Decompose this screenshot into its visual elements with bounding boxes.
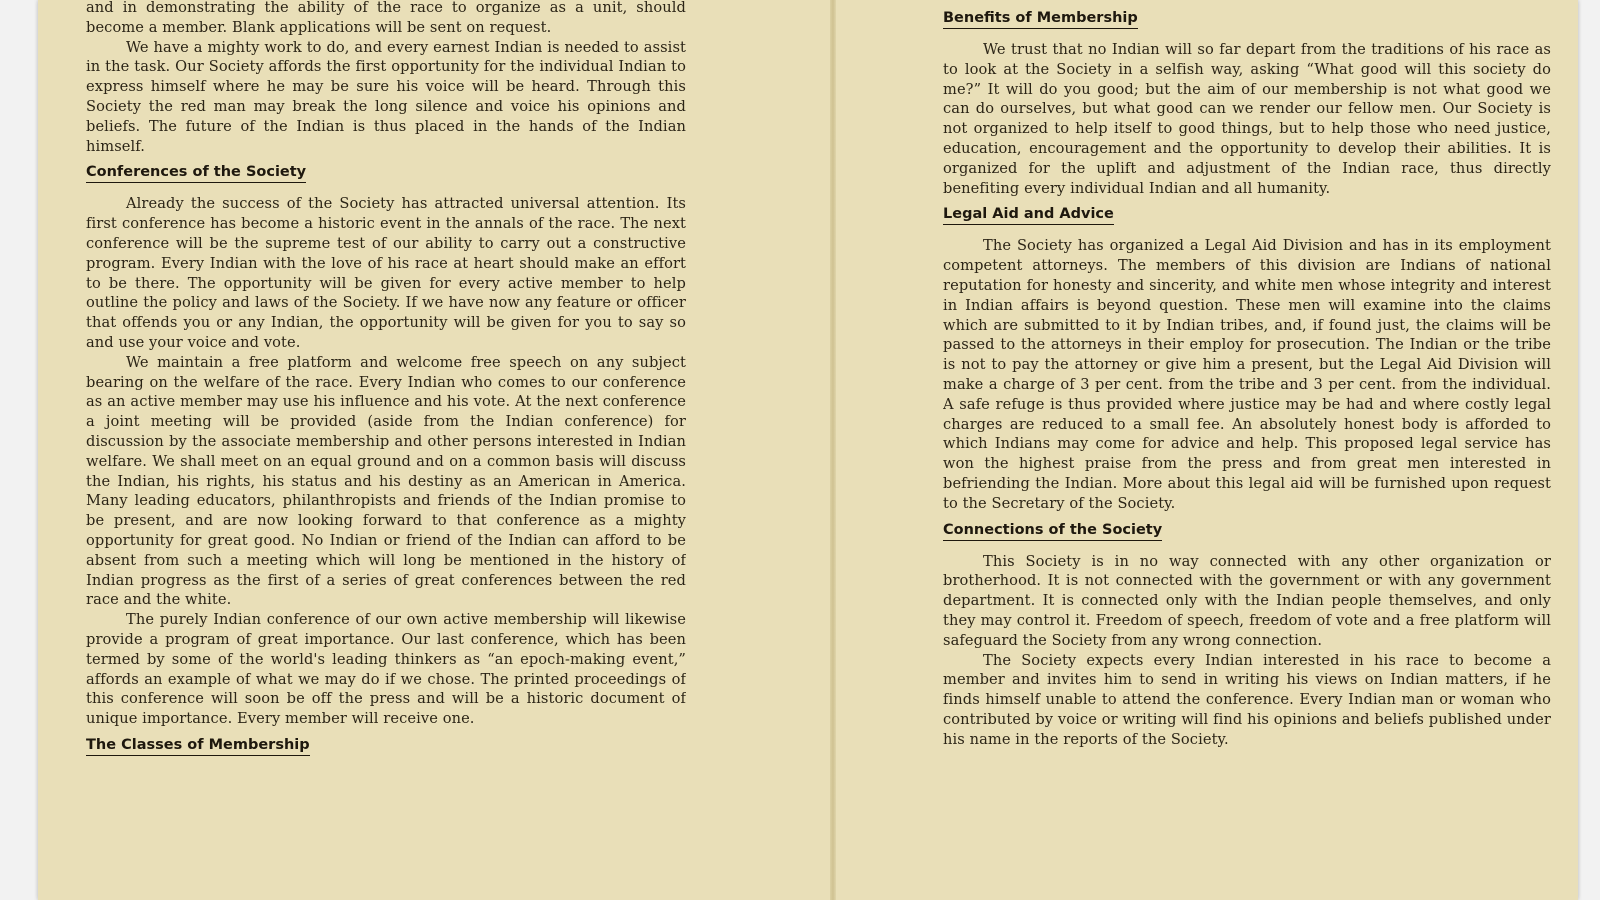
intro-paragraph-continued: and in demonstrating the ability of the race to organize as a unit, should become a member. Blank applications will be sent on request.	[86, 0, 686, 36]
section-heading-connections: Connections of the Society	[943, 522, 1162, 541]
section-heading-conferences: Conferences of the Society	[86, 164, 306, 183]
conferences-paragraph-1: Already the success of the Society has attracted universal attention. Its first conference has become a historic event in the annals of the race. The next conference will be the supreme test of our ability to carry out a constructive program. Every Indian with the love of his race at heart should make an effort to be there. The opportunity will be given for every active member to help outline the policy and laws of the Society. If we have now any feature or officer that offends you or any Indian, the opportunity will be given for you to say so and use your voice and vote.	[86, 195, 686, 351]
section-heading-legal-aid: Legal Aid and Advice	[943, 206, 1114, 225]
legal-aid-paragraph: The Society has organized a Legal Aid Division and has in its employment competent attorneys. The members of this division are Indians of national reputation for honesty and sincerity, and white men whose integrity and interest in Indian affairs is beyond question. These men will examine into the claims which are submitted to it by Indian tribes, and, if found just, the claims will be passed to the attorneys in their employ for prosecution. The Indian or the tribe is not to pay the attorney or give him a present, but the Legal Aid Division will make a charge of 3 per cent. from the tribe and 3 per cent. from the individual. A safe refuge is thus provided where justice may be had and where costly legal charges are reduced to a small fee. An absolutely honest body is afforded to which Indians may come for advice and help. This proposed legal service has won the highest praise from the press and from great men interested in befriending the Indian. More about this legal aid will be furnished upon request to the Secretary of the Society.	[943, 237, 1551, 512]
conferences-paragraph-2: We maintain a free platform and welcome free speech on any subject bearing on the welfare of the race. Every Indian who comes to our conference as an active member may use his influence and his vote. At the next conference a joint meeting will be provided (aside from the Indian conference) for discussion by the associate membership and other persons interested in Indian welfare. We shall meet on an equal ground and on a common basis will discuss the Indian, his rights, his status and his destiny as an American in America. Many leading educators, philanthropists and friends of the Indian promise to be present, and are now looking forward to that conference as a mighty opportunity for great good. No Indian or friend of the Indian can afford to be absent from such a meeting which will long be mentioned in the history of Indian progress as the first of a series of great conferences between the red race and the white.	[86, 353, 686, 609]
page-fold	[830, 0, 836, 900]
document-sheet	[38, 0, 1578, 900]
right-page-column	[943, 0, 1551, 900]
connections-paragraph-2: The Society expects every Indian interested in his race to become a member and invites him to send in writing his views on Indian matters, if he finds himself unable to attend the conference. Every Indian man or woman who contributed by voice or writing will find his opinions and beliefs published under his name in the reports of the Society.	[943, 651, 1551, 748]
section-heading-classes: The Classes of Membership	[86, 737, 310, 756]
section-heading-benefits: Benefits of Membership	[943, 10, 1138, 29]
benefits-paragraph: We trust that no Indian will so far depart from the traditions of his race as to look at the Society in a selfish way, asking “What good will this society do me?” It will do you good; but the aim of our membership is not what good we can do ourselves, but what good can we render our fellow men. Our Society is not organized to help itself to good things, but to help those who need justice, education, encouragement and the opportunity to develop their abilities. It is organized for the uplift and adjustment of the Indian race, thus directly benefiting every individual Indian and all humanity.	[943, 41, 1551, 197]
left-page-column	[86, 0, 686, 900]
connections-paragraph-1: This Society is in no way connected with any other organization or brotherhood. It is not connected with the government or with any government department. It is connected only with the Indian people themselves, and only they may control it. Freedom of speech, freedom of vote and a free platform will safeguard the Society from any wrong connection.	[943, 552, 1551, 649]
intro-paragraph: We have a mighty work to do, and every earnest Indian is needed to assist in the task. Our Society affords the first opportunity for the individual Indian to express himself where he may be sure his voice will be heard. Through this Society the red man may break the long silence and voice his opinions and beliefs. The future of the Indian is thus placed in the hands of the Indian himself.	[86, 38, 686, 155]
conferences-paragraph-3: The purely Indian conference of our own active membership will likewise provide a program of great importance. Our last conference, which has been termed by some of the world's leading thinkers as “an epoch-making event,” affords an example of what we may do if we chose. The printed proceedings of this conference will soon be off the press and will be a historic document of unique importance. Every member will receive one.	[86, 611, 686, 728]
